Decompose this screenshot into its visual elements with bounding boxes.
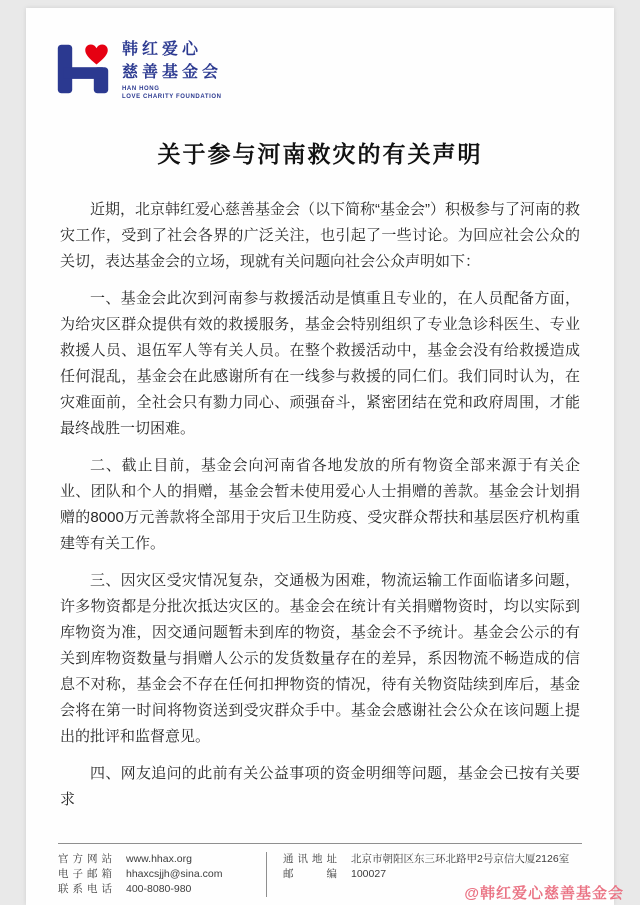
logo-name-line2: 慈善基金会	[122, 64, 223, 82]
footer-item-email	[58, 867, 258, 882]
statement-paragraph: 四、网友追问的此前有关公益事项的资金明细等问题，基金会已按有关要求	[60, 765, 580, 808]
footer-email-value: hhaxcsjjh@sina.com	[126, 868, 223, 880]
foundation-logo-text	[122, 38, 222, 100]
weibo-watermark: @韩红爱心慈善基金会	[464, 885, 624, 902]
statement-title: 关于参与河南救灾的有关声明	[157, 141, 483, 167]
foundation-logo-mark	[56, 42, 110, 96]
footer-label: 邮编	[283, 868, 337, 880]
footer-label: 联系电话	[58, 883, 112, 895]
footer-item-phone	[58, 882, 258, 897]
footer-item-postcode	[283, 867, 569, 882]
footer-label: 通讯地址	[283, 853, 337, 865]
statement-body	[60, 197, 580, 824]
footer-label: 官方网站	[58, 853, 112, 865]
h-letter-crossbar	[63, 67, 103, 79]
heart-icon	[85, 45, 108, 65]
statement-paragraph: 三、因灾区受灾情况复杂，交通极为困难，物流运输工作面临诸多问题，许多物资都是分批次抵达灾区的。基金会在统计有关捐赠物资时，均以实际到库物资为准，因交通问题暂未到库的物资，基金会不予统计。基金会公示的有关到库物资数量与捐赠人公示的发货数量存在的差异，系因物流不畅造成的信息不对称，基金会不存在任何扣押物资的情况，待有关物资陆续到库后，基金会将在第一时间将物资送到受灾群众手中。基金会感谢社会公众在该问题上提出的批评和监督意见。	[60, 572, 580, 745]
footer-contact-column	[58, 852, 258, 897]
statement-paragraph: 一、基金会此次到河南参与救援活动是慎重且专业的，在人员配备方面，为给灾区群众提供有效的救援服务，基金会特别组织了专业急诊科医生、专业救援人员、退伍军人等有关人员。在整个救援活动中，基金会没有给救援造成任何混乱，基金会在此感谢所有在一线参与救援的同仁们。我们同时认为，在灾难面前，全社会只有勠力同心、顽强奋斗，紧密团结在党和政府周围，才能最终战胜一切困难。	[60, 290, 580, 437]
statement-paragraph: 二、截止目前，基金会向河南省各地发放的所有物资全部来源于有关企业、团队和个人的捐赠，基金会暂未使用爱心人士捐赠的善款。基金会计划捐赠的8000万元善款将全部用于灾后卫生防疫、受灾群众帮扶和基层医疗机构重建等有关工作。	[60, 457, 580, 552]
footer-address-value: 北京市朝阳区东三环北路甲2号京信大厦2126室	[351, 853, 570, 865]
footer-label: 电子邮箱	[58, 868, 112, 880]
statement-paragraph: 近期，北京韩红爱心慈善基金会（以下简称“基金会”）积极参与了河南的救灾工作，受到了社会各界的广泛关注，也引起了一些讨论。为回应社会公众的关切，表达基金会的立场，现就有关问题向社会公众声明如下：	[60, 201, 580, 270]
logo-name-en-line1: HAN HONG	[122, 86, 160, 93]
logo-name-en-line2: LOVE CHARITY FOUNDATION	[122, 94, 222, 101]
footer-postcode-value: 100027	[351, 868, 387, 880]
statement-page	[26, 8, 614, 905]
footer-phone-value: 400-8080-980	[126, 883, 192, 895]
logo-name-line1: 韩红爱心	[122, 41, 203, 58]
footer-item-address	[283, 852, 569, 867]
footer-website-value: www.hhax.org	[126, 853, 192, 865]
foundation-logo	[56, 38, 222, 100]
footer-item-website	[58, 852, 258, 867]
